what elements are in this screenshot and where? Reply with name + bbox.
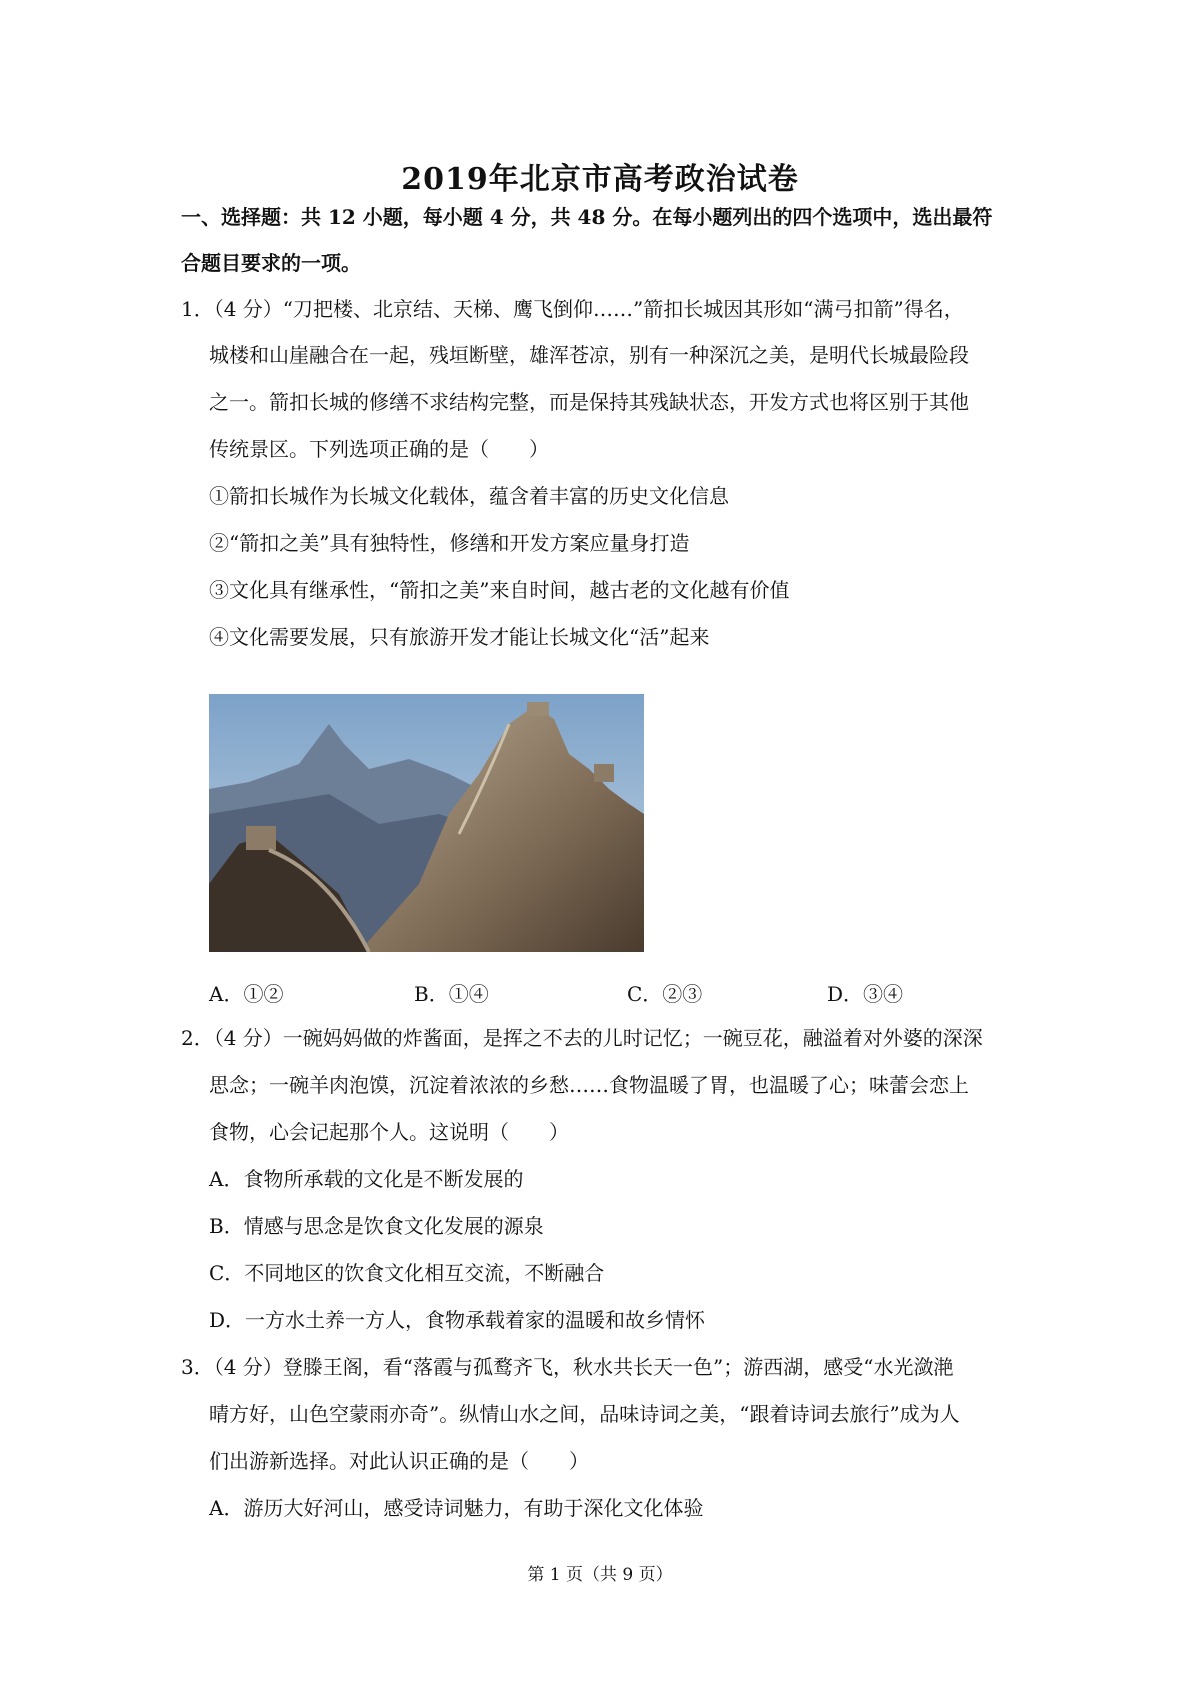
question-1-option-b: B．①④ xyxy=(414,982,489,1006)
question-2-stem-line-2: 思念；一碗羊肉泡馍，沉淀着浓浓的乡愁……食物温暖了胃，也温暖了心；味蕾会恋上 xyxy=(209,1073,969,1097)
question-2-option-b: B．情感与思念是饮食文化发展的源泉 xyxy=(209,1214,544,1238)
page-footer: 第 1 页（共 9 页） xyxy=(527,1565,673,1585)
question-2-option-a: A．食物所承载的文化是不断发展的 xyxy=(209,1167,524,1191)
question-1-statement-2: ②“箭扣之美”具有独特性，修缮和开发方案应量身打造 xyxy=(209,531,690,555)
section-instruction-line-2: 合题目要求的一项。 xyxy=(181,251,361,275)
question-3-stem-line-1: 3．（4 分）登滕王阁，看“落霞与孤鹜齐飞，秋水共长天一色”；游西湖，感受“水光潋滟 xyxy=(181,1355,954,1379)
question-1-option-a: A．①② xyxy=(209,982,284,1006)
question-1-option-c: C．②③ xyxy=(627,982,703,1006)
question-1-statement-1: ①箭扣长城作为长城文化载体，蕴含着丰富的历史文化信息 xyxy=(209,484,729,508)
question-1-stem-line-4: 传统景区。下列选项正确的是（ ） xyxy=(209,437,549,461)
question-2-stem-line-3: 食物，心会记起那个人。这说明（ ） xyxy=(209,1120,569,1144)
page-title: 2019年北京市高考政治试卷 xyxy=(401,162,799,197)
question-1-stem-line-2: 城楼和山崖融合在一起，残垣断壁，雄浑苍凉，别有一种深沉之美，是明代长城最险段 xyxy=(209,343,969,367)
question-1-statement-4: ④文化需要发展，只有旅游开发才能让长城文化“活”起来 xyxy=(209,625,710,649)
question-2-option-c: C．不同地区的饮食文化相互交流，不断融合 xyxy=(209,1261,605,1285)
question-1-stem-line-3: 之一。箭扣长城的修缮不求结构完整，而是保持其残缺状态，开发方式也将区别于其他 xyxy=(209,390,969,414)
question-2-stem-line-1: 2．（4 分）一碗妈妈做的炸酱面，是挥之不去的儿时记忆；一碗豆花，融溢着对外婆的深深 xyxy=(181,1026,983,1050)
section-instruction-line-1: 一、选择题：共 12 小题，每小题 4 分，共 48 分。在每小题列出的四个选项中，选出最符 xyxy=(181,205,993,229)
question-1-stem-line-1: 1．（4 分）“刀把楼、北京结、天梯、鹰飞倒仰……”箭扣长城因其形如“满弓扣箭”得名， xyxy=(181,297,964,321)
great-wall-photo xyxy=(209,694,644,952)
question-3-stem-line-3: 们出游新选择。对此认识正确的是（ ） xyxy=(209,1449,589,1473)
question-2-option-d: D．一方水土养一方人，食物承载着家的温暖和故乡情怀 xyxy=(209,1308,706,1332)
question-1-statement-3: ③文化具有继承性，“箭扣之美”来自时间，越古老的文化越有价值 xyxy=(209,578,790,602)
question-3-stem-line-2: 晴方好，山色空蒙雨亦奇”。纵情山水之间，品味诗词之美，“跟着诗词去旅行”成为人 xyxy=(209,1402,960,1426)
question-3-option-a: A．游历大好河山，感受诗词魅力，有助于深化文化体验 xyxy=(209,1496,704,1520)
question-1-option-d: D．③④ xyxy=(827,982,904,1006)
